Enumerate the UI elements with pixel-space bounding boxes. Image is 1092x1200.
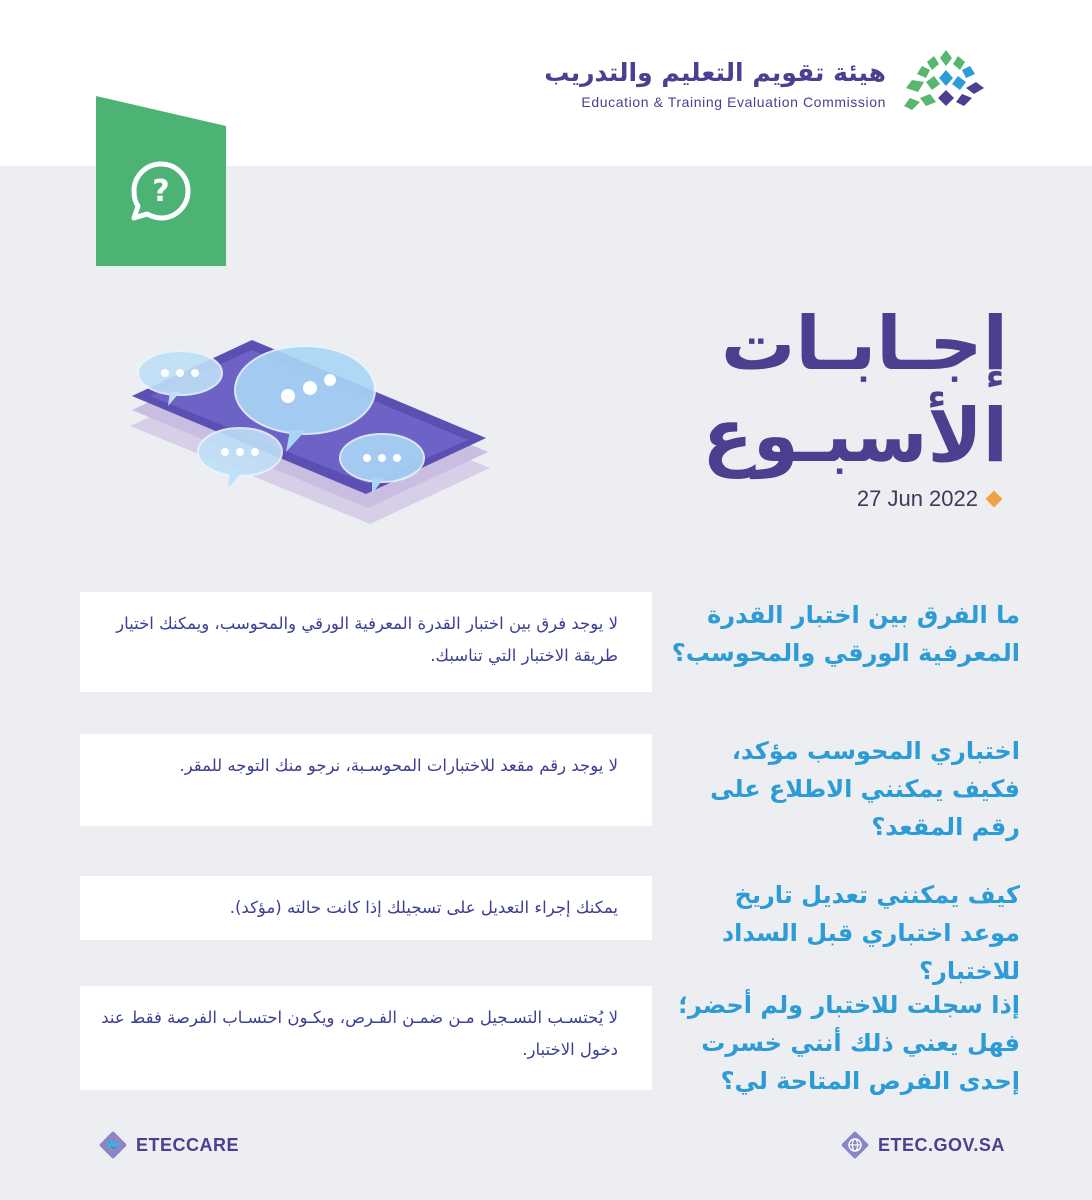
twitter-handle-text: ETECCARE (136, 1134, 240, 1155)
qa-question: ما الفرق بين اختبار القدرة المعرفية الورقي والمحوسب؟ (671, 601, 1020, 667)
svg-text:?: ? (152, 174, 170, 209)
diamond-bullet-icon (986, 491, 1003, 508)
qa-question: إذا سجلت للاختبار ولم أحضر؛ فهل يعني ذلك أنني خسرت إحدى الفرص المتاحة لي؟ (678, 991, 1020, 1095)
qa-answer: لا يوجد رقم مقعد للاختبارات المحوسـبة، نرجو منك التوجه للمقر. (80, 734, 652, 826)
twitter-handle[interactable] (100, 1132, 239, 1158)
whatsapp-question-badge (96, 96, 226, 266)
org-name-ar: هيئة تقويم التعليم والتدريب (544, 58, 886, 87)
title-line-1: إجـابـات (720, 301, 1008, 387)
website-link[interactable] (842, 1132, 1005, 1158)
qa-question: اختباري المحوسب مؤكد، فكيف يمكنني الاطلاع على رقم المقعد؟ (710, 737, 1020, 841)
twitter-icon: 🐦 (100, 1132, 126, 1158)
etec-logo-icon (902, 48, 986, 114)
org-name-en: Education & Training Evaluation Commission (581, 94, 886, 110)
logo-text (544, 58, 886, 110)
qa-answer: يمكنك إجراء التعديل على تسجيلك إذا كانت حالته (مؤكد). (80, 876, 652, 940)
qa-answer: لا يوجد فرق بين اختبار القدرة المعرفية الورقي والمحوسب، ويمكنك اختيار طريقة الاختبار التي تناسبك. (80, 592, 652, 692)
globe-icon (842, 1132, 868, 1158)
qa-answer: لا يُحتسـب التسـجيل مـن ضمـن الفـرص، ويكـون احتسـاب الفرصة فقط عند دخول الاختبار. (80, 986, 652, 1090)
date-text: 27 Jun 2022 (856, 486, 978, 511)
title-line-2: الأسبـوع (702, 393, 1008, 479)
page-title (702, 298, 1008, 482)
date-row (857, 486, 1000, 512)
website-text: ETEC.GOV.SA (878, 1134, 1005, 1155)
qa-question: كيف يمكنني تعديل تاريخ موعد اختباري قبل السداد للاختبار؟ (721, 881, 1020, 985)
phone-chat-illustration (110, 318, 510, 568)
